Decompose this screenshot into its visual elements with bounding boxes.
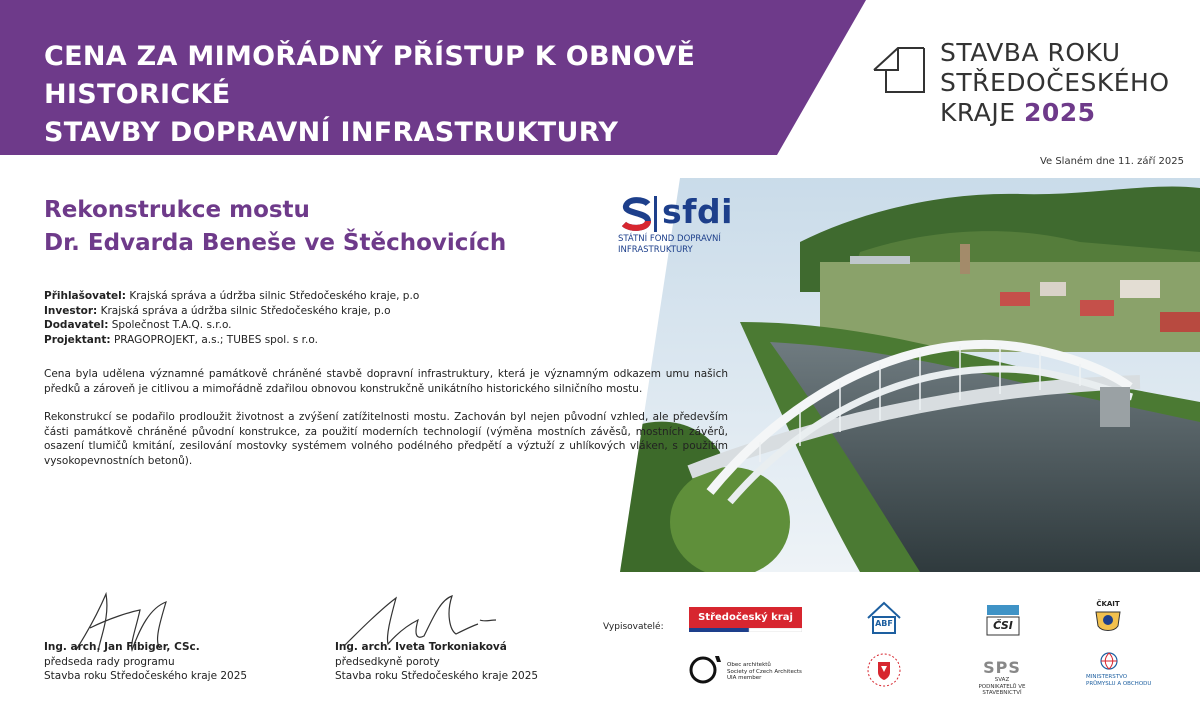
award-title: [44, 38, 844, 152]
signer-name: Ing. arch. Jan Fibiger, CSc.: [44, 641, 200, 653]
brand-line3: KRAJE: [940, 98, 1016, 127]
abf-text: ABF: [875, 619, 893, 628]
award-reason-paragraph: Cena byla udělena významné památkově chráněné stavbě dopravní infrastruktury, která je významným odkazem umu našich předků a zároveň je citlivou a mimořádně zdařilou obnovou konstrukčně unikátního historického silničního mostu.: [44, 368, 728, 395]
ckait-emblem-icon: [1088, 608, 1128, 636]
fact-value: PRAGOPROJEKT, a.s.; TUBES spol. s r.o.: [113, 333, 318, 346]
project-title-line2: Dr. Edvarda Beneše ve Štěchovicích: [44, 230, 507, 256]
ckait-logo: [1088, 600, 1128, 638]
oa-line2: Society of Czech Architects: [727, 668, 802, 675]
project-facts: [44, 289, 419, 347]
project-title: [44, 194, 506, 260]
house-outline-icon: [872, 44, 928, 96]
signer-program: Stavba roku Středočeského kraje 2025: [335, 670, 539, 682]
fact-label: Dodavatel:: [44, 319, 109, 331]
fact-value: Krajská správa a údržba silnic Středočeského kraje, p.o: [100, 304, 391, 317]
sfdi-sub-line1: STÁTNÍ FOND DOPRAVNÍ: [618, 234, 721, 244]
brand-line2: STŘEDOČESKÉHO: [940, 68, 1170, 97]
chamber-seal-icon: [866, 652, 902, 688]
signature-block-chair: [44, 640, 247, 684]
sfdi-wordmark: sfdi: [662, 192, 733, 231]
signer-name: Ing. arch. Iveta Torkoniaková: [335, 641, 507, 653]
chamber-seal-logo: [866, 652, 902, 688]
sfdi-sub-line2: INFRASTRUKTURY: [618, 245, 693, 255]
fact-label: Investor:: [44, 304, 98, 317]
sfdi-logo: [618, 192, 738, 258]
organisers-label: Vypisovatelé:: [603, 622, 664, 632]
oa-circle-icon: [689, 652, 723, 686]
fact-value: Společnost T.A.Q. s.r.o.: [111, 319, 232, 331]
abf-house-icon: [866, 600, 902, 636]
signer-role: předsedkyně poroty: [335, 655, 440, 668]
obec-architektu-logo: [689, 652, 809, 686]
award-title-line2: STAVBY DOPRAVNÍ INFRASTRUKTURY: [44, 117, 619, 148]
mpo-globe-icon: [1096, 652, 1122, 670]
sps-text: SPS: [983, 658, 1021, 677]
oa-line1: Obec architektů: [727, 662, 771, 668]
mpo-logo: [1086, 652, 1162, 688]
award-title-line1: CENA ZA MIMOŘÁDNÝ PŘÍSTUP K OBNOVĚ HISTORICKÉ: [44, 41, 696, 110]
csi-text: ČSI: [993, 619, 1013, 632]
sps-caption: SVAZ PODNIKATELŮ VE STAVEBNICTVÍ: [978, 677, 1026, 696]
signature-block-jury: [335, 640, 538, 684]
csi-logo: [985, 603, 1021, 637]
sps-logo: [975, 658, 1029, 696]
fact-row: [44, 304, 419, 319]
sfdi-subtitle: [618, 234, 748, 256]
ckait-text: ČKAIT: [1096, 600, 1120, 608]
signer-role: předseda rady programu: [44, 655, 175, 668]
mpo-line1: MINISTERSTVO: [1086, 674, 1128, 680]
fact-label: Projektant:: [44, 333, 111, 346]
mpo-line2: PRŮMYSLU A OBCHODU: [1086, 680, 1152, 687]
project-title-line1: Rekonstrukce mostu: [44, 197, 310, 223]
brand-year: 2025: [1023, 98, 1096, 127]
signature-torkoniakova: [344, 596, 496, 646]
sfdi-s-icon: [618, 196, 658, 232]
issue-date: Ve Slaném dne 11. září 2025: [1039, 156, 1184, 167]
fact-row: [44, 318, 419, 333]
oa-caption: [727, 662, 802, 682]
abf-logo: [866, 600, 902, 636]
stavba-roku-logo: [872, 38, 1192, 138]
reconstruction-paragraph: Rekonstrukcí se podařilo prodloužit životnost a zvýšení zatížitelnosti mostu. Zachován byl nejen původní vzhled, ale především části památkově chráněné původní konstrukce, za použití moderních technologií (výměna mostních závěsů, mostních závěrů, osazení tlumičů kmitání, zesilování mostovky systémem volného podélného předpětí a výztuží z uhlíkových vláken, s použitím vysokopevnostních betonů).: [44, 411, 728, 467]
stredocesky-kraj-logo: Středočeský kraj: [689, 607, 802, 628]
fact-value: Krajská správa a údržba silnic Středočeského kraje, p.o: [129, 290, 420, 302]
fact-label: Přihlašovatel:: [44, 290, 126, 302]
mpo-caption: [1086, 674, 1162, 687]
fact-row: [44, 289, 419, 304]
oa-line3: UIA member: [727, 675, 762, 681]
brand-text: [940, 38, 1170, 128]
brand-line1: STAVBA ROKU: [940, 38, 1121, 67]
signer-program: Stavba roku Středočeského kraje 2025: [44, 670, 248, 682]
stc-flag-stripe: [689, 628, 802, 632]
fact-row: [44, 333, 419, 348]
